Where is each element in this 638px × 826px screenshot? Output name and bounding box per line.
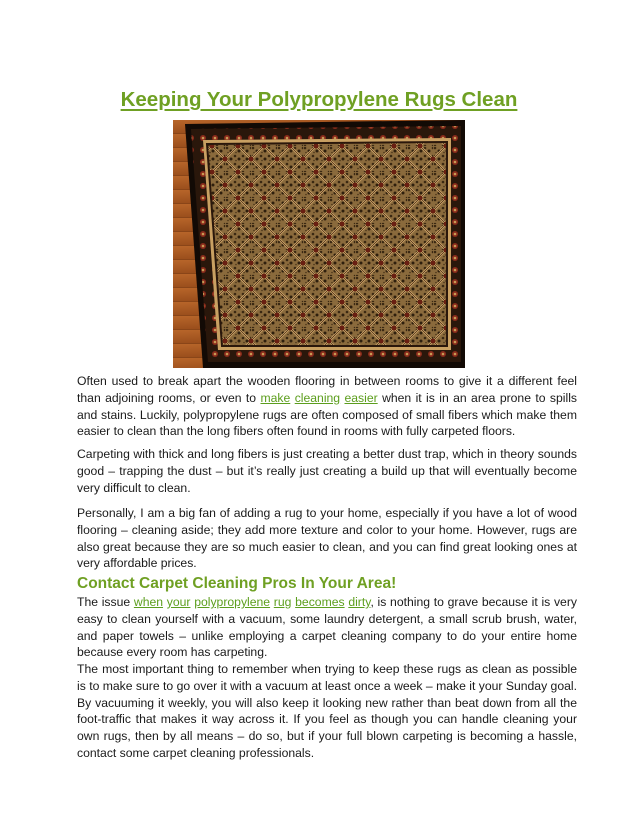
link-when[interactable]: when — [133, 595, 164, 609]
paragraph-dust-trap — [77, 446, 577, 496]
paragraph-personal — [77, 505, 577, 572]
link-becomes[interactable]: becomes — [295, 595, 345, 609]
page-title: Keeping Your Polypropylene Rugs Clean — [120, 88, 518, 111]
paragraph-vacuum — [77, 661, 577, 762]
rug-photo — [173, 120, 465, 368]
paragraph-vacuum-text: The most important thing to remember when trying to keep these rugs as clean as possible is to make sure to go over it with a vacuum at least once a week – make it your Sunday goal. By vacuuming it weekly, you will also keep it looking new rather than beat down from all the foot-traffic that makes it way across it. If you feel as though you can handle cleaning your own rugs, then by all means – do so, but if your full blown carpeting is becoming a hassle, contact some carpet cleaning professionals. — [77, 662, 577, 760]
link-dirty[interactable]: dirty — [348, 595, 371, 609]
paragraph-issue-text-a: The issue — [77, 595, 134, 609]
paragraph-intro-text-b: when it is in an area prone to spills and stains. Luckily, polypropylene rugs are often composed of small fibers which make them easier to clean than the long fibers often found in rooms with fully carpeted floors. — [77, 390, 578, 439]
paragraph-personal-text: Personally, I am a big fan of adding a rug to your home, especially if you have a lot of wood flooring – cleaning aside; they add more texture and color to your home. However, rugs are also great because they are so much easier to clean, and you can find great looking ones at very affordable prices. — [77, 506, 577, 571]
paragraph-issue — [77, 594, 577, 661]
link-your[interactable]: your — [166, 595, 191, 609]
paragraph-issue-text-b: , is nothing to grave because it is very easy to clean yourself with a vacuum, some laundry detergent, a small scrub brush, water, and paper towels – unlike employing a carpet cleaning company to do your entire home because every room has carpeting. — [77, 595, 577, 660]
paragraph-intro — [77, 373, 577, 440]
link-polypropylene[interactable]: polypropylene — [194, 595, 271, 609]
link-rug[interactable]: rug — [273, 595, 292, 609]
section-heading: Contact Carpet Cleaning Pros In Your Area! — [77, 575, 397, 592]
link-cleaning[interactable]: cleaning — [294, 390, 341, 405]
paragraph-intro-text-a: Often used to break apart the wooden flooring in between rooms to give it a different feel than adjoining rooms, or even to — [77, 374, 577, 405]
paragraph-dust-trap-text: Carpeting with thick and long fibers is just creating a better dust trap, which in theory sounds good – trapping the dust – but it’s really just creating a build up that will eventually become very difficult to clean. — [77, 447, 577, 495]
link-easier[interactable]: easier — [344, 390, 378, 405]
link-make[interactable]: make — [260, 390, 291, 405]
